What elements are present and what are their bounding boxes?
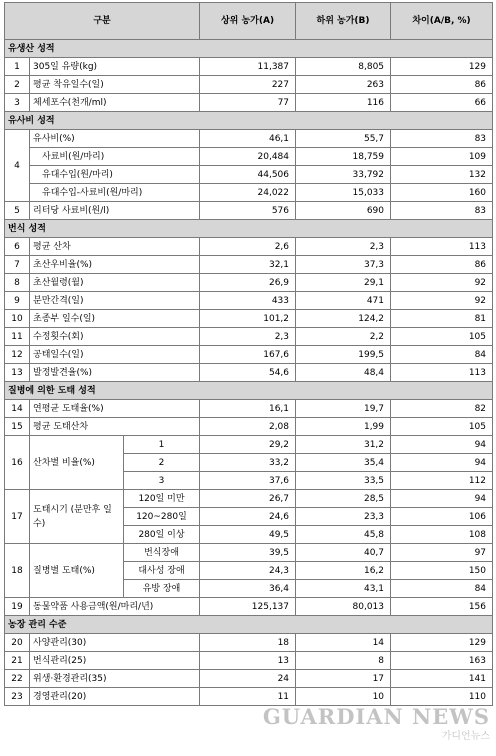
value-c: 141: [391, 670, 493, 688]
row-label: 초종부 일수(일): [30, 310, 200, 328]
value-b: 2,2: [296, 328, 391, 346]
row-label: 위생·환경관리(35): [30, 670, 200, 688]
value-b: 45,8: [296, 526, 391, 544]
row-number: 2: [5, 76, 30, 94]
value-b: 17: [296, 670, 391, 688]
row-label: 체세포수(천개/ml): [30, 94, 200, 112]
value-a: 37,6: [200, 472, 296, 490]
row-number: 15: [5, 418, 30, 436]
value-c: 150: [391, 562, 493, 580]
table-row: [5, 148, 493, 166]
value-b: 199,5: [296, 346, 391, 364]
value-c: 92: [391, 292, 493, 310]
value-c: 105: [391, 418, 493, 436]
value-b: 28,5: [296, 490, 391, 508]
value-c: 84: [391, 580, 493, 598]
table-row: [5, 238, 493, 256]
value-a: 49,5: [200, 526, 296, 544]
value-c: 94: [391, 454, 493, 472]
value-c: 106: [391, 508, 493, 526]
table-header-row: [5, 3, 493, 40]
value-a: 32,1: [200, 256, 296, 274]
value-b: 471: [296, 292, 391, 310]
header-group: 구분: [5, 3, 200, 40]
section-title: 질병에 의한 도태 성적: [5, 382, 493, 400]
table-row: [5, 94, 493, 112]
value-a: 18: [200, 634, 296, 652]
value-b: 19,7: [296, 400, 391, 418]
value-a: 26,7: [200, 490, 296, 508]
sub-label: 1: [124, 436, 200, 454]
value-c: 113: [391, 238, 493, 256]
value-b: 80,013: [296, 598, 391, 616]
row-label: 동물약품 사용금액(원/마리/년): [30, 598, 200, 616]
value-c: 129: [391, 634, 493, 652]
table-row: [5, 184, 493, 202]
value-b: 18,759: [296, 148, 391, 166]
row-label: 질병별 도태(%): [30, 544, 124, 598]
row-label: 리터당 사료비(원/l): [30, 202, 200, 220]
table-row: [5, 544, 493, 562]
value-c: 84: [391, 346, 493, 364]
value-c: 112: [391, 472, 493, 490]
value-a: 11,387: [200, 58, 296, 76]
row-label: 초산우비율(%): [30, 256, 200, 274]
header-col-a: 상위 농가(A): [200, 3, 296, 40]
value-c: 82: [391, 400, 493, 418]
value-c: 97: [391, 544, 493, 562]
row-label: 수정횟수(회): [30, 328, 200, 346]
sub-label: 대사성 장애: [124, 562, 200, 580]
table-row: [5, 490, 493, 508]
section-row: [5, 112, 493, 130]
sub-label: 2: [124, 454, 200, 472]
value-c: 110: [391, 688, 493, 706]
table-row: [5, 364, 493, 382]
value-a: 576: [200, 202, 296, 220]
value-a: 29,2: [200, 436, 296, 454]
row-number: 22: [5, 670, 30, 688]
section-title: 농장 관리 수준: [5, 616, 493, 634]
row-number: 5: [5, 202, 30, 220]
row-label: 공태일수(일): [30, 346, 200, 364]
table-row: [5, 688, 493, 706]
value-a: 2,6: [200, 238, 296, 256]
row-number: 14: [5, 400, 30, 418]
value-b: 48,4: [296, 364, 391, 382]
value-a: 20,484: [200, 148, 296, 166]
value-a: 44,506: [200, 166, 296, 184]
value-b: 10: [296, 688, 391, 706]
row-number: 1: [5, 58, 30, 76]
section-row: [5, 616, 493, 634]
value-b: 690: [296, 202, 391, 220]
row-number: 8: [5, 274, 30, 292]
table-row: [5, 346, 493, 364]
header-col-c: 차이(A/B, %): [391, 3, 493, 40]
row-label: 평균 도태산차: [30, 418, 200, 436]
table-row: [5, 76, 493, 94]
value-a: 24,022: [200, 184, 296, 202]
section-row: [5, 40, 493, 58]
value-a: 11: [200, 688, 296, 706]
value-b: 29,1: [296, 274, 391, 292]
row-label: 산차별 비율(%): [30, 436, 124, 490]
value-c: 105: [391, 328, 493, 346]
value-c: 66: [391, 94, 493, 112]
value-c: 86: [391, 256, 493, 274]
value-c: 156: [391, 598, 493, 616]
sub-label: 번식장애: [124, 544, 200, 562]
value-b: 31,2: [296, 436, 391, 454]
value-a: 16,1: [200, 400, 296, 418]
row-label: 발정발견율(%): [30, 364, 200, 382]
value-b: 43,1: [296, 580, 391, 598]
table-row: [5, 328, 493, 346]
row-number: 21: [5, 652, 30, 670]
table-row: [5, 598, 493, 616]
watermark: [263, 704, 490, 742]
value-b: 124,2: [296, 310, 391, 328]
table-row: [5, 274, 493, 292]
sub-label: 3: [124, 472, 200, 490]
table-row: [5, 418, 493, 436]
value-c: 86: [391, 76, 493, 94]
value-b: 15,033: [296, 184, 391, 202]
table-row: [5, 634, 493, 652]
row-label: 평균 산차: [30, 238, 200, 256]
value-b: 35,4: [296, 454, 391, 472]
row-label: 유대수입(원/마리): [30, 166, 200, 184]
value-b: 16,2: [296, 562, 391, 580]
row-number: 13: [5, 364, 30, 382]
table-row: [5, 202, 493, 220]
value-c: 109: [391, 148, 493, 166]
row-number: 10: [5, 310, 30, 328]
value-a: 125,137: [200, 598, 296, 616]
row-label: 305일 유량(kg): [30, 58, 200, 76]
table-row: [5, 670, 493, 688]
row-label: 유대수입-사료비(원/마리): [30, 184, 200, 202]
row-label: 경영관리(20): [30, 688, 200, 706]
sub-label: 280일 이상: [124, 526, 200, 544]
value-c: 94: [391, 436, 493, 454]
value-a: 24,6: [200, 508, 296, 526]
row-label: 평균 착유일수(일): [30, 76, 200, 94]
row-number: 7: [5, 256, 30, 274]
row-number: 17: [5, 490, 30, 544]
value-b: 37,3: [296, 256, 391, 274]
row-label: 사양관리(30): [30, 634, 200, 652]
watermark-text: GUARDIAN NEWS: [262, 704, 490, 729]
row-number: 11: [5, 328, 30, 346]
table-row: [5, 256, 493, 274]
value-a: 433: [200, 292, 296, 310]
value-a: 39,5: [200, 544, 296, 562]
value-a: 101,2: [200, 310, 296, 328]
value-b: 40,7: [296, 544, 391, 562]
value-c: 163: [391, 652, 493, 670]
row-label: 유사비(%): [30, 130, 200, 148]
value-b: 2,3: [296, 238, 391, 256]
row-number: 23: [5, 688, 30, 706]
row-label: 번식관리(25): [30, 652, 200, 670]
section-row: [5, 382, 493, 400]
value-b: 8: [296, 652, 391, 670]
table-row: [5, 436, 493, 454]
table-row: [5, 652, 493, 670]
value-b: 116: [296, 94, 391, 112]
row-number: 12: [5, 346, 30, 364]
row-number: 3: [5, 94, 30, 112]
value-c: 132: [391, 166, 493, 184]
section-title: 유사비 성적: [5, 112, 493, 130]
value-c: 94: [391, 490, 493, 508]
value-a: 33,2: [200, 454, 296, 472]
table-row: [5, 400, 493, 418]
table-row: [5, 310, 493, 328]
value-a: 54,6: [200, 364, 296, 382]
value-a: 46,1: [200, 130, 296, 148]
value-b: 263: [296, 76, 391, 94]
value-c: 129: [391, 58, 493, 76]
value-a: 77: [200, 94, 296, 112]
row-number: 20: [5, 634, 30, 652]
value-c: 113: [391, 364, 493, 382]
sub-label: 유방 장애: [124, 580, 200, 598]
row-label: 초산월령(월): [30, 274, 200, 292]
row-number: 6: [5, 238, 30, 256]
table-row: [5, 292, 493, 310]
value-c: 160: [391, 184, 493, 202]
value-a: 227: [200, 76, 296, 94]
row-label: 사료비(원/마리): [30, 148, 200, 166]
value-b: 33,5: [296, 472, 391, 490]
row-number: 9: [5, 292, 30, 310]
section-row: [5, 220, 493, 238]
value-a: 24,3: [200, 562, 296, 580]
row-number: 16: [5, 436, 30, 490]
comparison-table: [4, 2, 493, 706]
value-a: 167,6: [200, 346, 296, 364]
row-number: 4: [5, 130, 30, 202]
value-a: 2,08: [200, 418, 296, 436]
value-b: 23,3: [296, 508, 391, 526]
value-a: 2,3: [200, 328, 296, 346]
value-c: 92: [391, 274, 493, 292]
section-title: 번식 성적: [5, 220, 493, 238]
value-b: 1,99: [296, 418, 391, 436]
value-b: 8,805: [296, 58, 391, 76]
value-a: 13: [200, 652, 296, 670]
table-row: [5, 130, 493, 148]
value-a: 26,9: [200, 274, 296, 292]
row-label: 도태시기 (분만후 일수): [30, 490, 124, 544]
sub-label: 120~280일: [124, 508, 200, 526]
value-c: 81: [391, 310, 493, 328]
value-b: 55,7: [296, 130, 391, 148]
section-title: 유생산 성적: [5, 40, 493, 58]
watermark-subtext: 가디언뉴스: [441, 731, 490, 742]
row-number: 18: [5, 544, 30, 598]
value-c: 83: [391, 130, 493, 148]
header-col-b: 하위 농가(B): [296, 3, 391, 40]
row-label: 연평균 도태율(%): [30, 400, 200, 418]
value-a: 24: [200, 670, 296, 688]
table-row: [5, 58, 493, 76]
sub-label: 120일 미만: [124, 490, 200, 508]
row-label: 분만간격(일): [30, 292, 200, 310]
value-b: 33,792: [296, 166, 391, 184]
value-b: 14: [296, 634, 391, 652]
table-row: [5, 166, 493, 184]
value-a: 36,4: [200, 580, 296, 598]
value-c: 108: [391, 526, 493, 544]
value-c: 83: [391, 202, 493, 220]
row-number: 19: [5, 598, 30, 616]
